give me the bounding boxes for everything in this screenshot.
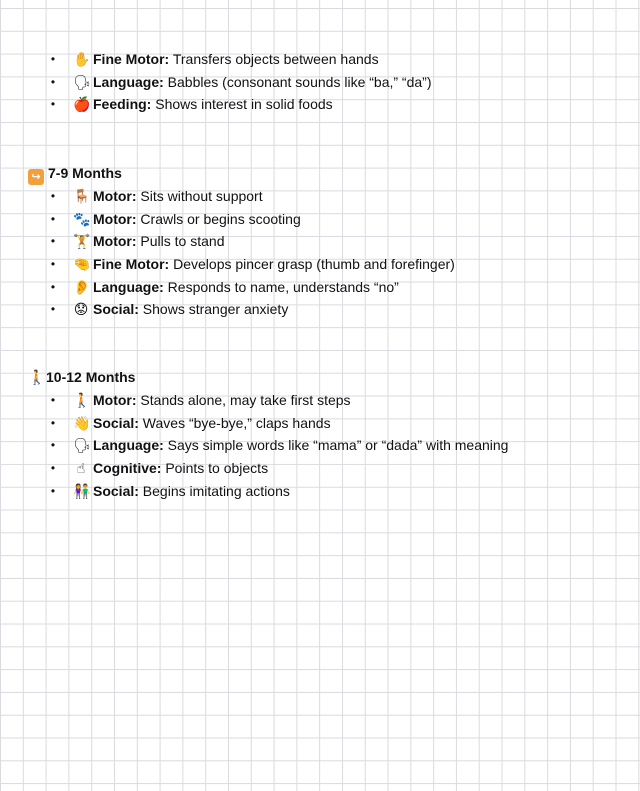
speaking-head-icon: 🗣 xyxy=(73,74,91,91)
bullet: • xyxy=(50,74,56,89)
milestone-text: Sits without support xyxy=(136,188,263,204)
bullet: • xyxy=(50,393,56,407)
milestone-label: Motor: xyxy=(93,233,137,250)
bullet: • xyxy=(50,302,56,317)
milestone-label: Motor: xyxy=(93,392,137,408)
section-title: 10-12 Months xyxy=(46,369,136,385)
list-item xyxy=(0,412,620,435)
waving-hand-icon: 👋 xyxy=(73,415,91,432)
raised-hand-icon: ✋ xyxy=(73,52,91,68)
bullet: • xyxy=(50,461,56,476)
milestone-label: Language: xyxy=(93,73,164,90)
milestone-label: Motor: xyxy=(93,188,137,204)
milestone-text: Babbles (consonant sounds like “ba,” “da”) xyxy=(163,73,432,90)
milestone-text: Pulls to stand xyxy=(136,233,225,250)
list-item xyxy=(0,457,620,480)
bullet: • xyxy=(50,211,56,226)
speaking-head-icon: 🗣 xyxy=(73,438,91,455)
milestone-list-10-12-months xyxy=(0,389,620,502)
bullet: • xyxy=(50,52,56,66)
list-item xyxy=(0,71,620,94)
chair-icon: 🪑 xyxy=(73,189,91,205)
list-item xyxy=(0,230,620,253)
list-item xyxy=(0,276,620,299)
milestone-label: Social: xyxy=(93,301,139,318)
section-title: 7-9 Months xyxy=(48,165,122,181)
person-walking-icon: 🚶 xyxy=(73,393,91,409)
milestone-text: Begins imitating actions xyxy=(138,482,290,499)
bullet: • xyxy=(50,234,56,249)
milestone-text: Shows interest in solid foods xyxy=(151,96,333,113)
red-apple-icon: 🍎 xyxy=(73,97,91,114)
bullet: • xyxy=(50,257,56,272)
ear-icon: 👂 xyxy=(73,279,91,296)
milestone-label: Feeding: xyxy=(93,96,152,113)
milestone-label: Fine Motor: xyxy=(93,51,170,67)
worried-face-icon: 😟 xyxy=(73,302,89,319)
milestone-list-7-9-months xyxy=(0,185,620,321)
milestone-label: Social: xyxy=(93,414,139,431)
milestone-text: Develops pincer grasp (thumb and forefinger) xyxy=(169,256,455,273)
milestone-label: Fine Motor: xyxy=(93,256,170,273)
section-heading-7-9-months xyxy=(28,162,122,184)
two-people-icon: 👫 xyxy=(73,483,91,500)
milestone-label: Language: xyxy=(93,278,164,295)
crawling-arrow-icon: ↪ xyxy=(28,169,44,185)
paw-prints-icon: 🐾 xyxy=(73,211,91,228)
list-item xyxy=(0,185,620,208)
milestone-label: Cognitive: xyxy=(93,460,162,477)
list-item xyxy=(0,434,620,457)
milestone-label: Language: xyxy=(93,437,164,454)
milestone-text: Points to objects xyxy=(161,460,269,477)
list-item xyxy=(0,48,620,71)
weight-lifter-icon: 🏋 xyxy=(73,234,91,251)
milestone-text: Shows stranger anxiety xyxy=(138,301,289,318)
milestone-text: Responds to name, understands “no” xyxy=(163,278,399,295)
list-item xyxy=(0,389,620,412)
milestone-text: Transfers objects between hands xyxy=(169,51,379,67)
bullet: • xyxy=(50,189,56,203)
milestone-label: Social: xyxy=(93,482,139,499)
milestone-text: Says simple words like “mama” or “dada” with meaning xyxy=(163,437,509,454)
pinching-hand-icon: 🤏 xyxy=(73,257,91,274)
bullet: • xyxy=(50,279,56,294)
milestone-label: Motor: xyxy=(93,210,137,227)
list-item xyxy=(0,208,620,231)
list-item xyxy=(0,480,620,503)
list-item xyxy=(0,253,620,276)
pointing-up-icon: ☝ xyxy=(76,461,86,478)
bullet: • xyxy=(50,97,56,112)
person-walking-icon: 🚶 xyxy=(28,370,46,386)
list-item xyxy=(0,298,620,321)
section-heading-10-12-months xyxy=(28,366,135,388)
milestone-text: Stands alone, may take first steps xyxy=(136,392,351,408)
bullet: • xyxy=(50,415,56,430)
milestone-list-top xyxy=(0,48,620,116)
milestone-text: Crawls or begins scooting xyxy=(136,210,301,227)
list-item xyxy=(0,93,620,116)
bullet: • xyxy=(50,438,56,453)
milestone-text: Waves “bye-bye,” claps hands xyxy=(138,414,331,431)
bullet: • xyxy=(50,483,56,498)
